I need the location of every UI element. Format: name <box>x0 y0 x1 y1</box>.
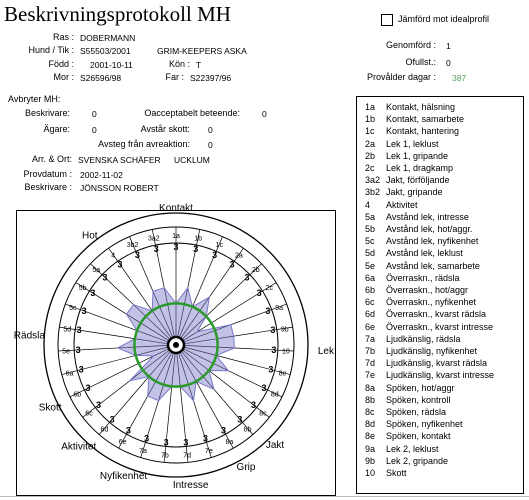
mor-label: Mor : <box>53 72 74 82</box>
value-label: 3 <box>117 259 123 270</box>
value-label: 3 <box>221 425 227 436</box>
agare-label: Ägare: <box>43 124 70 134</box>
spoke-code: 7e <box>205 447 213 455</box>
legend-text: Ljudkänslig, kvarst rädsla <box>386 358 488 369</box>
spoke-code: 4 <box>111 252 116 260</box>
skott-value: 0 <box>208 125 213 135</box>
legend-text: Spöken, kontakt <box>386 431 451 442</box>
provalder-value: 387 <box>452 73 467 83</box>
spoke-code: 1c <box>215 241 224 249</box>
spoke-code: 7d <box>183 452 192 460</box>
spoke-code: 6e <box>118 439 127 447</box>
legend-code: 5d <box>365 248 376 259</box>
group-label: Aktivitet <box>61 441 97 453</box>
legend-code: 9b <box>365 455 376 466</box>
value-label: 3 <box>109 414 115 425</box>
legend-text: Jakt, förföljande <box>386 175 450 186</box>
value-label: 3 <box>271 344 277 355</box>
chart-frame <box>13 203 336 496</box>
spoke-code: 2a <box>234 252 243 260</box>
spoke-code: 8b <box>243 426 252 434</box>
legend-code: 6e <box>365 321 376 332</box>
value-label: 3 <box>237 414 243 425</box>
legend-text: Spöken, nyfikenhet <box>386 419 463 430</box>
spoke-code: 8c <box>259 410 267 418</box>
group-label: Nyfikenhet <box>99 470 148 482</box>
legend-text: Avstånd lek, hot/aggr. <box>386 224 473 234</box>
arr-value: SVENSKA SCHÄFER <box>78 155 161 165</box>
legend-code: 6c <box>365 297 375 308</box>
legend-text: Avstånd lek, samarbete <box>386 260 480 271</box>
legend-text: Skott <box>386 468 407 478</box>
avbryter-heading: Avbryter MH: <box>8 94 61 104</box>
spoke-code: 2c <box>265 284 274 292</box>
spoke-code: 6d <box>100 426 109 434</box>
mor-value: S26596/98 <box>80 73 122 83</box>
provdatum-label: Provdatum : <box>23 169 72 179</box>
legend-code: 8b <box>365 394 376 405</box>
legend-code: 5b <box>365 224 376 234</box>
value-label: 3 <box>76 325 82 336</box>
legend-code: 6d <box>365 309 376 320</box>
ofullst-label: Ofullst.: <box>405 57 436 67</box>
group-label: Skott <box>38 402 62 414</box>
legend-text: Ljudkänslig, nyfikenhet <box>386 346 478 356</box>
value-label: 3 <box>265 305 271 316</box>
legend-box <box>356 96 524 494</box>
legend-text: Avstånd lek, nyfikenhet <box>386 236 479 247</box>
group-label: Grip <box>236 462 256 474</box>
dog-name: GRIM-KEEPERS ASKA <box>157 46 247 56</box>
oacc-value: 0 <box>262 109 267 119</box>
group-label: Hot <box>82 230 98 242</box>
legend-code: 6a <box>365 272 376 283</box>
legend-text: Kontakt, samarbete <box>386 114 465 125</box>
value-label: 3 <box>95 399 102 410</box>
legend-code: 8c <box>365 407 375 417</box>
value-label: 3 <box>212 249 218 260</box>
avreaktion-label: Avsteg från avreaktion: <box>98 139 190 149</box>
legend-code: 2c <box>365 163 375 173</box>
spoke-code: 5d <box>63 326 72 334</box>
ras-value: DOBERMANN <box>80 33 136 43</box>
spoke-code: 8d <box>270 391 279 399</box>
radar-chart <box>13 203 335 495</box>
value-label: 3 <box>270 325 276 336</box>
legend-text: Lek 2, leklust <box>386 443 439 454</box>
legend-code: 1b <box>365 114 376 125</box>
value-label: 3 <box>90 288 96 299</box>
value-label: 3 <box>244 272 250 283</box>
kon-value: T <box>196 60 202 70</box>
spoke-code: 6a <box>65 370 74 378</box>
provalder-label: Provålder dagar : <box>366 72 436 82</box>
value-label: 3 <box>193 244 199 255</box>
legend-code: 7e <box>365 370 376 381</box>
value-label: 3 <box>144 433 150 444</box>
spoke-code: 5e <box>62 348 71 356</box>
legend-code: 7b <box>365 346 376 356</box>
group-label: Rädsla <box>13 330 45 342</box>
legend-code: 3b2 <box>365 187 381 198</box>
provdatum-value: 2002-11-02 <box>80 170 123 180</box>
value-label: 3 <box>153 244 159 255</box>
legend-code: 6b <box>365 285 376 295</box>
legend-text: Jakt, gripande <box>386 187 443 198</box>
legend-text: Avstånd lek, leklust <box>386 248 463 259</box>
legend-code: 8d <box>365 419 376 430</box>
spoke-code: 9b <box>280 326 289 334</box>
spoke-code: 5b <box>78 284 87 292</box>
hund-value: S55503/2001 <box>80 46 131 56</box>
value-label: 3 <box>183 437 189 448</box>
spoke-code: 8e <box>278 370 287 378</box>
legend-code: 4 <box>365 199 371 210</box>
legend-code: 1c <box>365 126 375 137</box>
legend-text: Ljudkänslig, rädsla <box>386 333 461 344</box>
legend-code: 5e <box>365 260 376 271</box>
legend-code: 7d <box>365 358 376 369</box>
group-label: Kontakt <box>159 203 193 214</box>
legend-code: 5a <box>365 211 376 222</box>
group-label: Lek <box>317 346 334 358</box>
far-label: Far : <box>165 72 184 82</box>
value-label: 3 <box>163 437 169 448</box>
spoke-code: 7a <box>139 447 147 455</box>
legend-text: Aktivitet <box>386 199 418 210</box>
bottom-rule <box>0 496 529 497</box>
fodd-value: 2001-10-11 <box>90 60 133 70</box>
group-label: Intresse <box>172 480 209 492</box>
legend-text: Spöken, rädsla <box>386 407 447 417</box>
legend-code: 5c <box>365 236 375 247</box>
legend-code: 2a <box>365 138 376 149</box>
group-label: Jakt <box>265 439 285 451</box>
genomford-value: 1 <box>446 41 451 51</box>
legend-code: 3a2 <box>365 175 381 186</box>
legend-code: 9a <box>365 443 376 454</box>
spoke-code: 2b <box>251 267 260 275</box>
legend-text: Lek 1, gripande <box>386 150 449 161</box>
legend-text: Överraskn., hot/aggr <box>386 285 469 295</box>
value-label: 3 <box>75 344 81 355</box>
legend-text: Avstånd lek, intresse <box>386 211 469 222</box>
value-label: 3 <box>102 272 108 283</box>
legend-code: 8a <box>365 382 376 393</box>
legend-code: 10 <box>365 468 376 478</box>
avreaktion-value: 0 <box>208 140 213 150</box>
value-label: 3 <box>78 364 84 375</box>
beskrivare-value: JÖNSSON ROBERT <box>80 183 159 193</box>
spoke-code: 3a2 <box>148 235 160 243</box>
legend-code: 1a <box>365 102 376 112</box>
legend-code: 2b <box>365 150 376 161</box>
value-label: 3 <box>261 383 267 394</box>
agare-value: 0 <box>92 125 97 135</box>
spoke-code: 6b <box>73 391 82 399</box>
spoke-code: 1a <box>172 233 180 240</box>
jamford-checkbox[interactable] <box>381 14 393 26</box>
legend-text: Ljudkänslig, kvarst intresse <box>386 370 495 381</box>
avbryter-beskrivare-label: Beskrivare: <box>24 108 70 118</box>
ort-value: UCKLUM <box>174 155 210 165</box>
value-label: 3 <box>173 242 179 252</box>
spoke-code: 7b <box>160 452 169 460</box>
far-value: S22397/96 <box>190 73 232 83</box>
value-label: 3 <box>250 399 257 410</box>
page-title: Beskrivningsprotokoll MH <box>4 2 231 26</box>
legend-text: Kontakt, hantering <box>386 126 460 137</box>
value-label: 3 <box>202 433 208 444</box>
spoke-code: 3b2 <box>126 241 139 249</box>
spoke-code: 1b <box>194 235 203 243</box>
legend-text: Överraskn., nyfikenhet <box>386 297 477 308</box>
beskrivare-label: Beskrivare : <box>24 182 72 192</box>
spoke-code: 8a <box>225 439 234 447</box>
jamford-label: Jämförd mot idealprofil <box>398 14 490 24</box>
genomford-label: Genomförd : <box>385 40 436 50</box>
hund-label: Hund / Tik : <box>28 45 74 55</box>
value-label: 3 <box>229 259 235 270</box>
hub-dot <box>173 342 179 348</box>
spoke-code: 5c <box>69 304 77 312</box>
legend-text: Spöken, hot/aggr <box>386 382 455 393</box>
legend-text: Lek 1, leklust <box>386 138 439 149</box>
ras-label: Ras : <box>52 32 74 42</box>
spoke-code: 9a <box>275 304 284 312</box>
value-label: 3 <box>268 364 274 375</box>
fodd-label: Född : <box>48 59 74 69</box>
kon-label: Kön : <box>168 59 190 69</box>
legend-text: Överraskn., kvarst rädsla <box>386 309 487 320</box>
spoke-code: 6c <box>85 410 93 418</box>
legend-text: Lek 1, dragkamp <box>386 163 454 173</box>
avbryter-beskrivare-value: 0 <box>92 109 97 119</box>
value-label: 3 <box>125 425 131 436</box>
spoke-code: 10 <box>281 348 290 356</box>
value-label: 3 <box>256 288 262 299</box>
legend-code: 7a <box>365 333 376 344</box>
spoke-code: 5a <box>92 267 101 275</box>
value-label: 3 <box>81 305 87 316</box>
legend-text: Lek 2, gripande <box>386 455 449 466</box>
value-label: 3 <box>85 383 91 394</box>
value-label: 3 <box>134 249 140 260</box>
ofullst-value: 0 <box>446 58 451 68</box>
legend-text: Överraskn., kvarst intresse <box>386 321 494 332</box>
legend-code: 8e <box>365 431 376 442</box>
skott-label: Avstår skott: <box>140 124 190 134</box>
legend-text: Överraskn., rädsla <box>386 272 460 283</box>
arr-label: Arr. & Ort: <box>31 154 72 164</box>
oacc-label: Oacceptabelt beteende: <box>144 108 240 118</box>
legend-text: Spöken, kontroll <box>386 394 451 405</box>
legend-text: Kontakt, hälsning <box>386 102 456 112</box>
